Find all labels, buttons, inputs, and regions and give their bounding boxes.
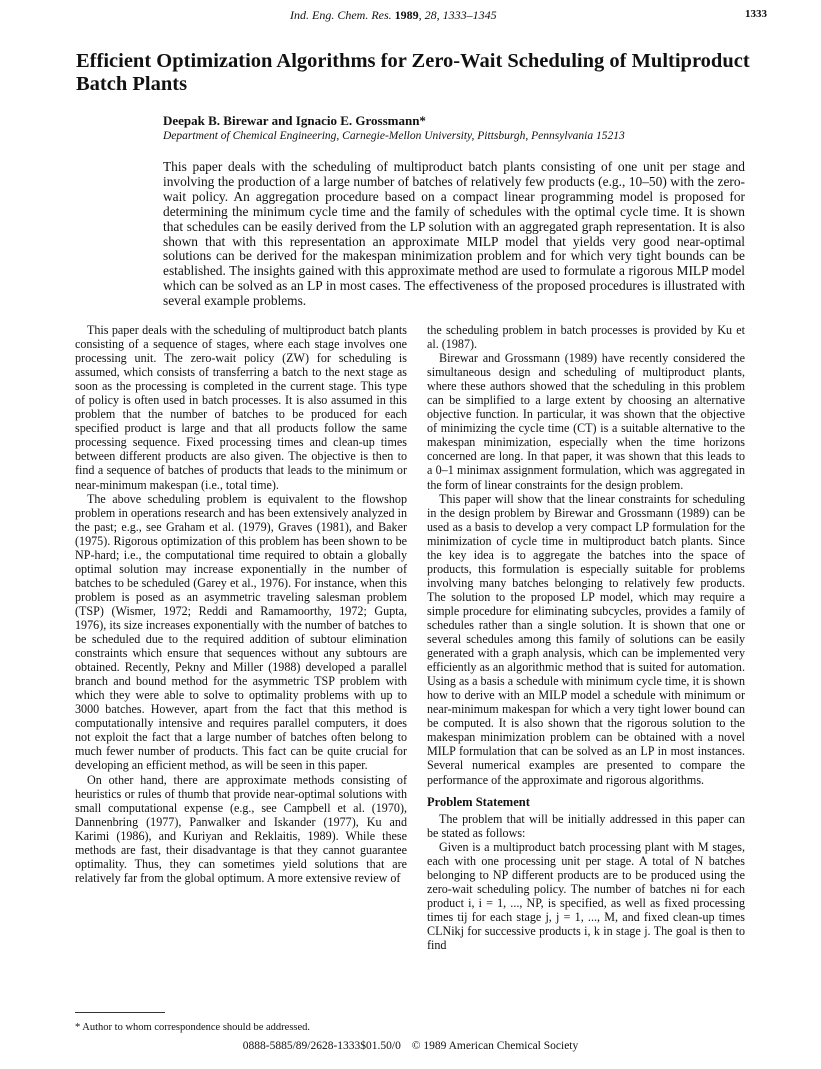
page-footer (0, 1040, 821, 1052)
journal-citation: Ind. Eng. Chem. Res. 1989, 28, 1333–1345 (290, 8, 497, 22)
running-head (0, 8, 821, 24)
footnote-rule (75, 1012, 165, 1013)
body-paragraph: The above scheduling problem is equivalent to the flowshop problem in operations research and has been extensively analyzed in the past; e.g., see Graham et al. (1979), Graves (1981), and Baker (1975). Rigorous optimization of this problem has been shown to be NP-hard; i.e., the computational time required to obtain a globally optimal solution may increase exponentially in the number of batches to be scheduled (Garey et al., 1976). For instance, when this problem is posed as an asymmetric traveling salesman problem (TSP) (Wismer, 1972; Reddi and Ramamoorthy, 1972; Gupta, 1976), its size increases exponentially with the number of batches to be scheduled due to the required addition of subtour elimination constraints which ensure that sequences without any subtours are obtained. Recently, Pekny and Miller (1988) developed a parallel branch and bound method for the asymmetric TSP problem with which they were able to solve to optimality problems with up to 3000 batches. However, apart from the fact that this method is computationally intensive and requires parallel computers, it does not exploit the fact that a large number of batches often belong to much fewer number of products. This fact can be quite crucial for developing an efficient method, as will be seen in this paper. (75, 491, 407, 773)
left-column (75, 323, 407, 885)
right-column (427, 323, 745, 952)
body-paragraph: This paper will show that the linear constraints for scheduling in the design problem by Birewar and Grossmann (1989) can be used as a basis to develop a very compact LP formulation for the minimization of cycle time in multiproduct batch plants. Since the key idea is to aggregate the batches into the space of products, this formulation is especially suitable for problems involving many batches belonging to relatively few products. The solution to the proposed LP model, which may require a simple procedure for eliminating subcycles, provides a family of schedules rather than a single solution. It is shown that one or several schedules among this family of solutions can be easily generated with a graph analysis, which can be implemented very efficiently as an algorithmic method that is suited for automation. Using as a basis a schedule with minimum cycle time, it is shown how to derive with an MILP model a schedule with minimum or near-minimum makespan for which a very tight lower bound can be computed. It is also shown that the rigorous solution to the makespan minimization problem can be obtained with a novel MILP formulation that can be solved as an LP in most instances. Several numerical examples are presented to compare the performance of the approximate and rigorous algorithms. (427, 491, 745, 787)
article-code: 0888-5885/89/2628-1333$01.50/0 (242, 1040, 401, 1052)
body-paragraph: Birewar and Grossmann (1989) have recently considered the simultaneous design and scheduling of multiproduct plants, where these authors showed that the scheduling in this problem can be simplified to a large extent by choosing an alternative objective function. In particular, it was shown that the objective of minimizing the cycle time (CT) is a suitable alternative to the makespan minimization, especially when the time horizons concerned are long. In that paper, it was shown that this leads to a 0–1 minimax assignment formulation, which was aggregated in the form of linear constraints for the design problem. (427, 351, 745, 492)
body-paragraph: the scheduling problem in batch processes is provided by Ku et al. (1987). (427, 323, 745, 352)
affiliation: Department of Chemical Engineering, Carnegie-Mellon University, Pittsburgh, Pennsylvania 15213 (163, 130, 625, 142)
section-heading: Problem Statement (427, 794, 530, 809)
page-number: 1333 (745, 8, 767, 20)
copyright: © 1989 American Chemical Society (411, 1040, 579, 1052)
body-paragraph: The problem that will be initially addressed in this paper can be stated as follows: (427, 811, 745, 840)
footnote: * Author to whom correspondence should be addressed. (75, 1022, 407, 1033)
authors: Deepak B. Birewar and Ignacio E. Grossmann* (163, 113, 426, 128)
body-paragraph: This paper deals with the scheduling of multiproduct batch plants consisting of a sequence of stages, where each stage involves one processing unit. The zero-wait policy (ZW) for scheduling is assumed, which consists of transferring a batch to the next stage as soon as the processing is completed in the current stage. This type of policy is often used in batch processes. It is also assumed in this problem that the number of batches to be produced for each specified product is large and that all products follow the same processing sequence. Fixed processing times and clean-up times between different products are also given. The objective is then to find a sequence of batches of products that leads to the minimum or near-minimum makespan (i.e., total time). (75, 323, 407, 492)
abstract: This paper deals with the scheduling of multiproduct batch plants consisting of one unit per stage and involving the production of a large number of batches of relatively few products (e.g., 10–50) with the zero-wait policy. An aggregation procedure based on a compact linear programming model is proposed for determining the minimum cycle time and the family of schedules with the optimal cycle time. It is shown that schedules can be easily derived from the LP solution with an aggregated graph representation. It is also shown that with this representation an approximate MILP model that yields very good near-optimal solutions can be derived for the makespan minimization problem and for which very tight bounds can be established. The insights gained with this approximate method are used to formulate a rigorous MILP model which can be solved as an LP in most cases. The effectiveness of the proposed procedures is illustrated with several example problems. (163, 159, 745, 309)
body-paragraph: Given is a multiproduct batch processing plant with M stages, each with one processing unit per stage. A total of N batches belonging to NP different products are to be produced using the zero-wait scheduling policy. The number of batches ni for each product i, i = 1, ..., NP, is specified, as well as fixed processing times tij for each stage j, j = 1, ..., M, and fixed clean-up times CLNikj for successive products i, k in stage j. The goal is then to find (427, 839, 745, 953)
body-paragraph: On other hand, there are approximate methods consisting of heuristics or rules of thumb that provide near-optimal solutions with small computational expense (e.g., see Campbell et al. (1970), Dannenbring (1977), Panwalker and Iskander (1977), Ku and Karimi (1986), and Kuriyan and Reklaitis, 1989). While these methods are fast, their disadvantage is that they cannot guarantee optimality. Thus, they can sometimes yield solutions that are relatively far from the global optimum. A more extensive review of (75, 772, 407, 885)
article-title: Efficient Optimization Algorithms for Zero-Wait Scheduling of Multiproduct Batch Plants (76, 50, 750, 95)
